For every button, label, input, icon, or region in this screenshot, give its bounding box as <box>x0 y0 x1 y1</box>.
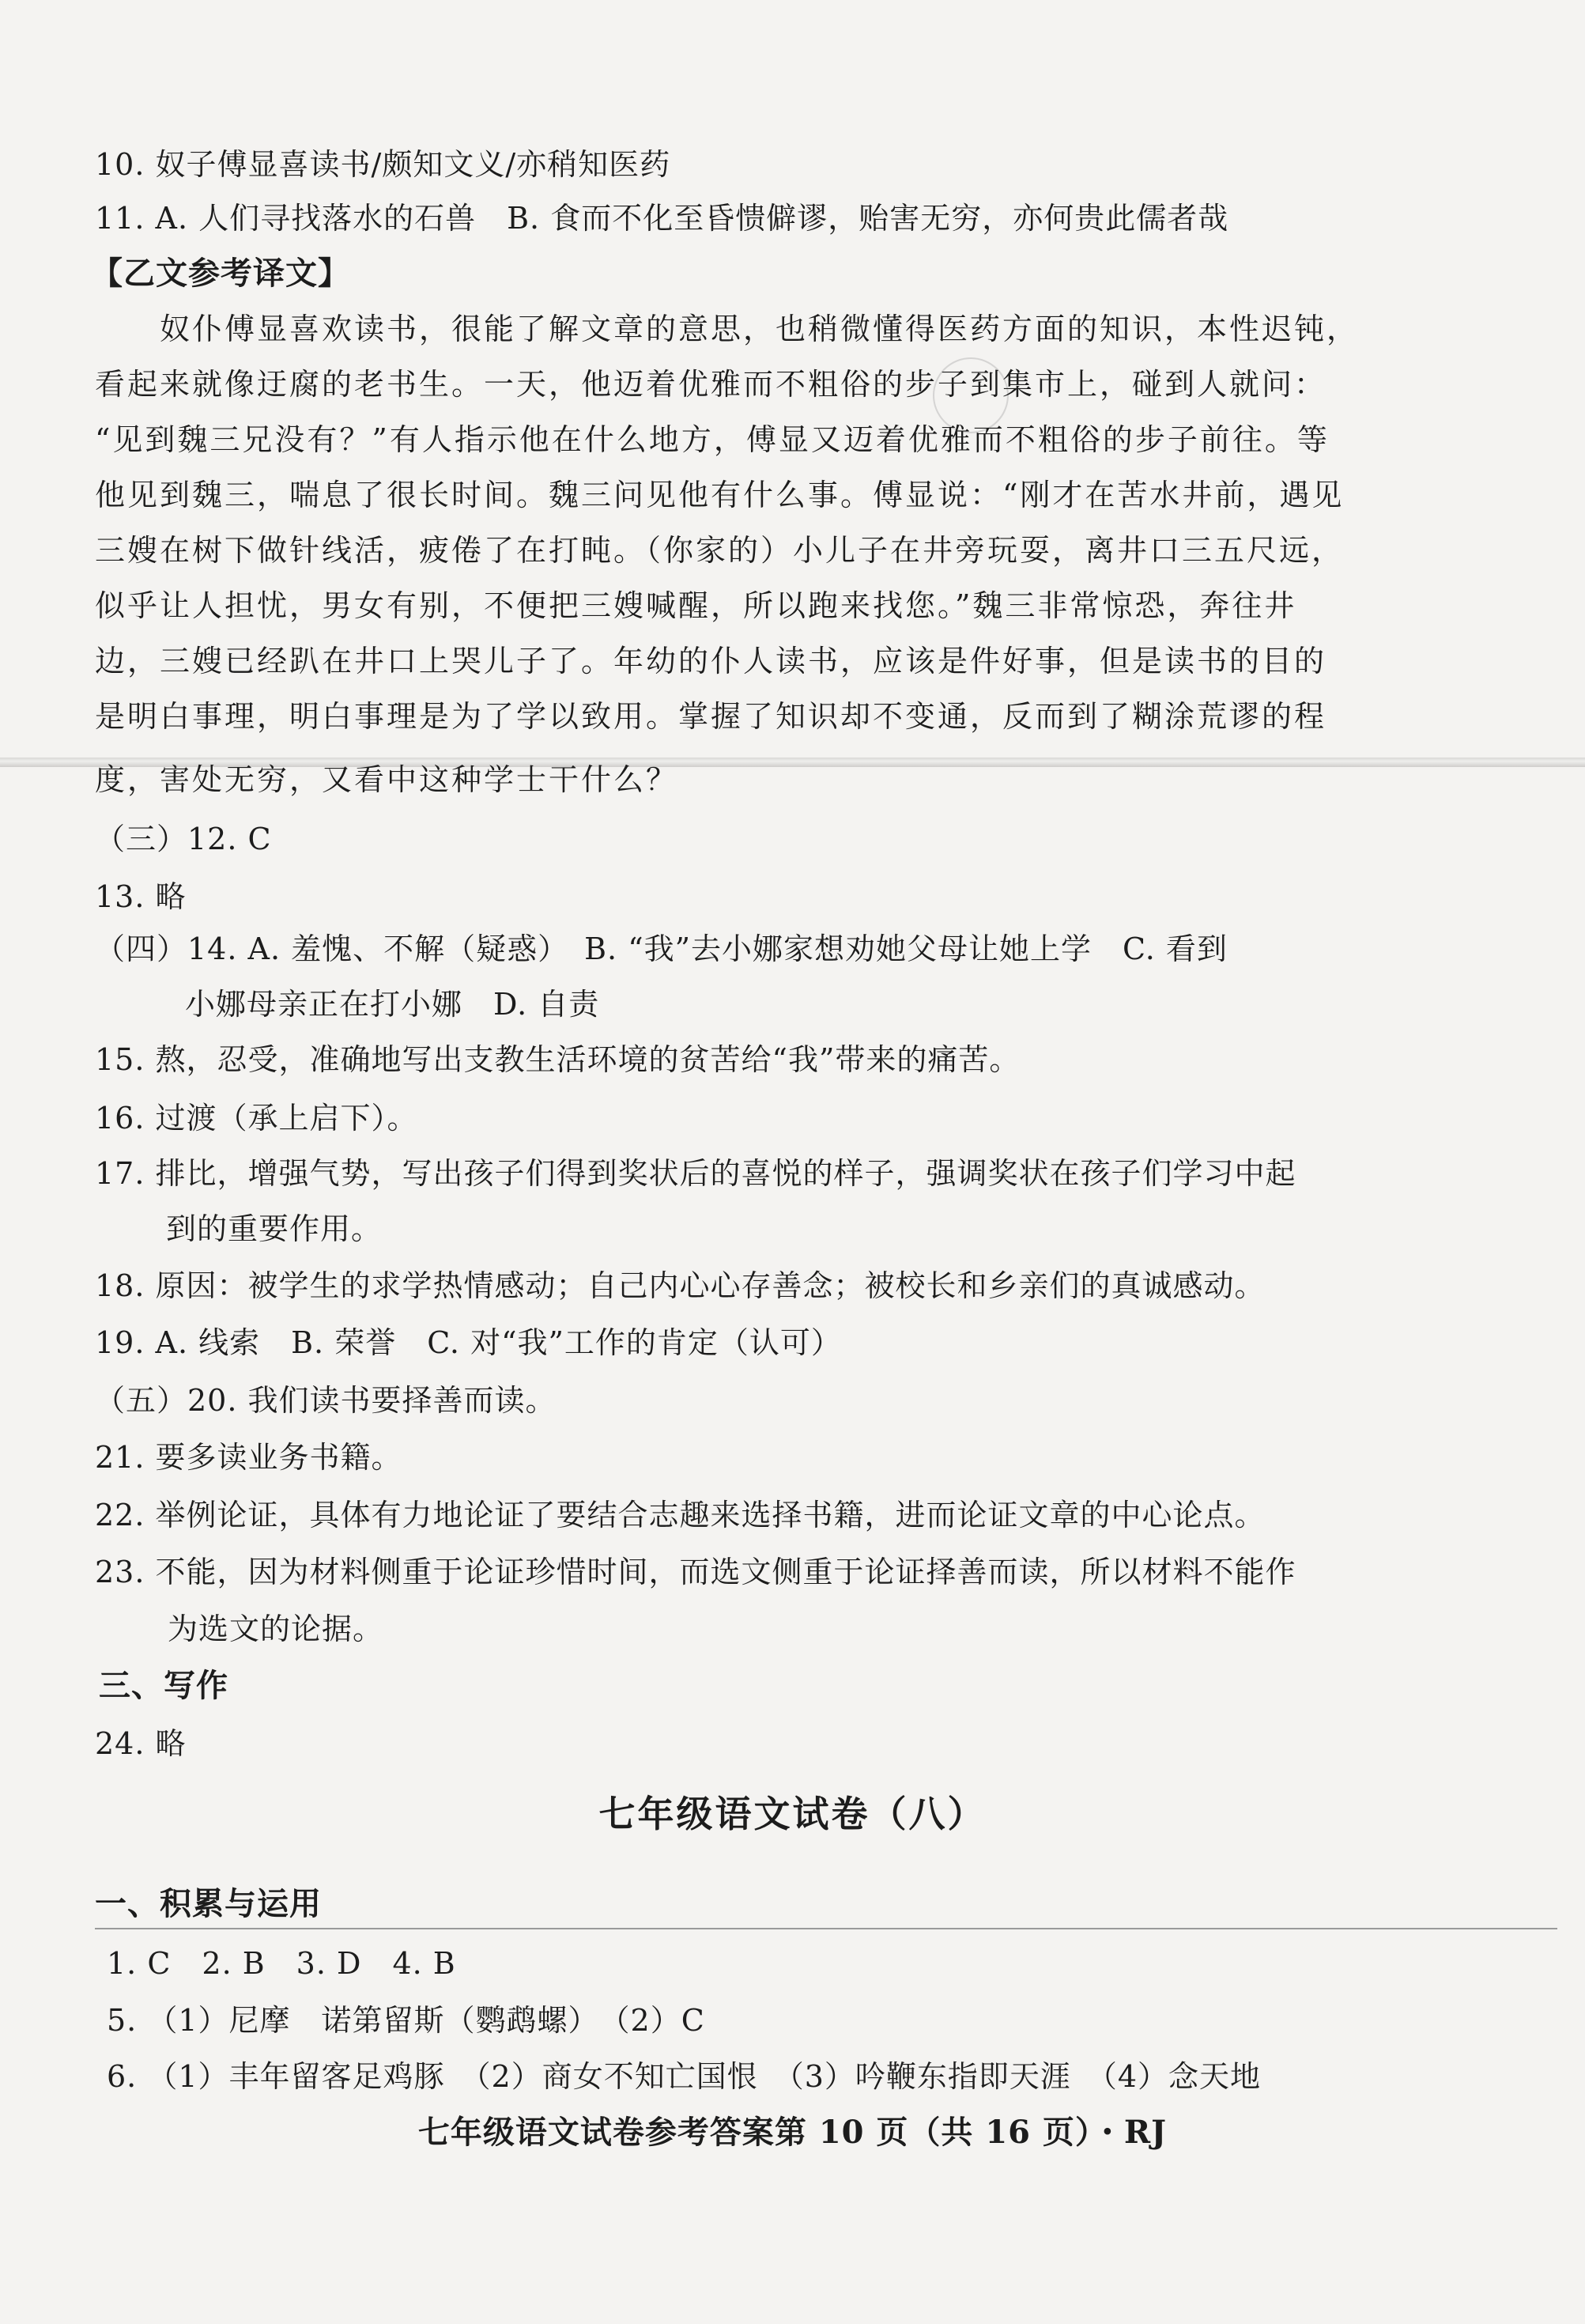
answer-q22: 22. 举例论证，具体有力地论证了要结合志趣来选择书籍，进而论证文章的中心论点。 <box>95 1498 1266 1532</box>
answer-q24: 24. 略 <box>95 1726 187 1761</box>
translation-line: 似乎让人担忧，男女有别，不便把三嫂喊醒，所以跑来找您。”魏三非常惊恐，奔往井 <box>95 588 1297 623</box>
translation-line: 看起来就像迂腐的老书生。一天，他迈着优雅而不粗俗的步子到集市上，碰到人就问： <box>95 367 1327 402</box>
answer-q21: 21. 要多读业务书籍。 <box>95 1440 402 1475</box>
translation-line: 三嫂在树下做针线活，疲倦了在打盹。（你家的）小儿子在井旁玩耍，离井口三五尺远， <box>95 533 1345 568</box>
translation-line: 是明白事理，明白事理是为了学以致用。掌握了知识却不变通，反而到了糊涂荒谬的程 <box>95 699 1327 734</box>
translation-line: 度，害处无穷，又看中这种学士干什么？ <box>95 762 679 797</box>
answer-q13: 13. 略 <box>95 879 187 914</box>
answer-q15: 15. 熬，忍受，准确地写出支教生活环境的贫苦给“我”带来的痛苦。 <box>95 1042 1021 1077</box>
answer-q5: 5. （1）尼摩 诺第留斯（鹦鹉螺） （2）C <box>107 2003 705 2038</box>
exam-title: 七年级语文试卷（八） <box>598 1793 987 1835</box>
answer-q23-continued: 为选文的论据。 <box>168 1612 384 1646</box>
translation-line: 奴仆傅显喜欢读书，很能了解文章的意思，也稍微懂得医药方面的知识，本性迟钝， <box>95 312 1360 346</box>
answer-q17: 17. 排比，增强气势，写出孩子们得到奖状后的喜悦的样子，强调奖状在孩子们学习中起 <box>95 1156 1296 1191</box>
translation-line: 他见到魏三，喘息了很长时间。魏三问见他有什么事。傅显说：“刚才在苦水井前，遇见 <box>95 478 1345 512</box>
answer-q23: 23. 不能，因为材料侧重于论证珍惜时间，而选文侧重于论证择善而读，所以材料不能作 <box>95 1555 1296 1589</box>
answer-q10: 10. 奴子傅显喜读书/颇知文义/亦稍知医药 <box>95 147 671 182</box>
answer-q14-continued: 小娜母亲正在打小娜 D. 自责 <box>185 987 600 1022</box>
translation-heading: 【乙文参考译文】 <box>91 255 350 292</box>
answer-q17-continued: 到的重要作用。 <box>166 1211 383 1246</box>
answer-q20: （五）20. 我们读书要择善而读。 <box>95 1383 557 1418</box>
section-accumulation: 一、积累与运用 <box>95 1885 322 1922</box>
answer-q16: 16. 过渡（承上启下）。 <box>95 1101 418 1136</box>
answer-q12: （三）12. C <box>95 822 272 856</box>
translation-line: 边，三嫂已经趴在井口上哭儿子了。年幼的仆人读书，应该是件好事，但是读书的目的 <box>95 644 1327 678</box>
page-footer: 七年级语文试卷参考答案第 10 页（共 16 页）・RJ <box>417 2114 1168 2151</box>
answer-q1-4: 1. C 2. B 3. D 4. B <box>107 1946 456 1981</box>
translation-line: “见到魏三兄没有？”有人指示他在什么地方，傅显又迈着优雅而不粗俗的步子前往。等 <box>95 422 1330 457</box>
answer-q14: （四）14. A. 羞愧、不解（疑惑） B. “我”去小娜家想劝她父母让她上学 C. 看到 <box>95 931 1228 966</box>
section-writing: 三、写作 <box>99 1667 228 1704</box>
answer-q11: 11. A. 人们寻找落水的石兽 B. 食而不化至昏愦僻谬，贻害无穷，亦何贵此儒者哉 <box>95 201 1229 236</box>
answer-q18: 18. 原因：被学生的求学热情感动；自己内心心存善念；被校长和乡亲们的真诚感动。 <box>95 1268 1266 1303</box>
answer-q6: 6. （1）丰年留客足鸡豚 （2）商女不知亡国恨 （3）吟鞭东指即天涯 （4）念天地 <box>107 2059 1262 2094</box>
answer-q19: 19. A. 线索 B. 荣誉 C. 对“我”工作的肯定（认可） <box>95 1325 842 1360</box>
section-divider <box>95 1928 1557 1929</box>
